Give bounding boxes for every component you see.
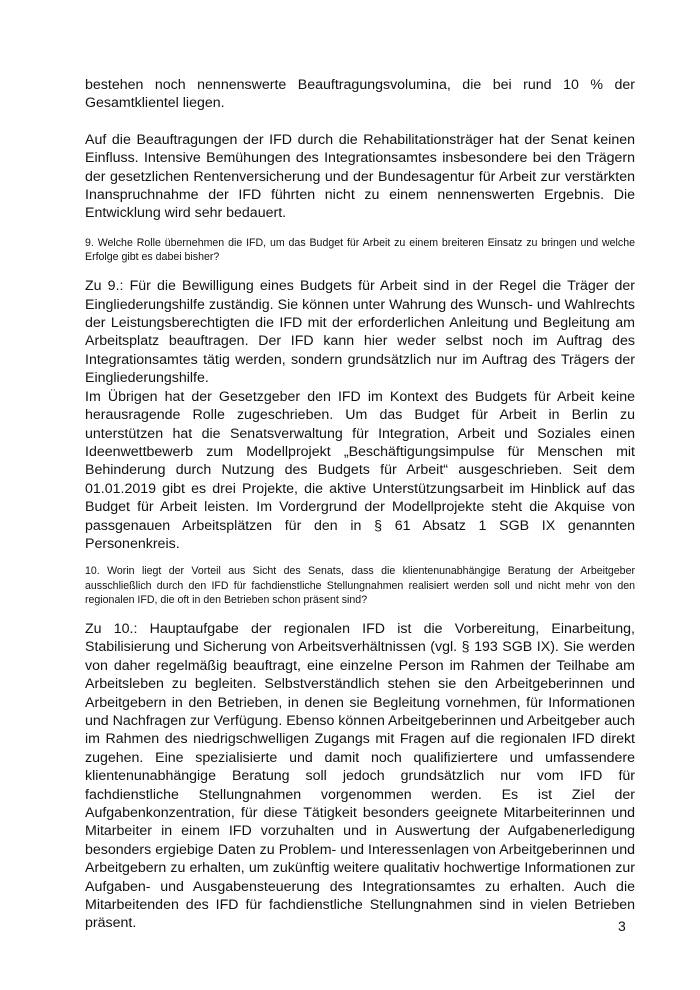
answer-9-part-2: Im Übrigen hat der Gesetzgeber den IFD im Kontext des Budgets für Arbeit keine herausragende Rolle zugeschrieben. Um das Budget für Arbeit in Berlin zu unterstützen hat die Senatsverwaltung für Integration, Arbeit und Soziales einen Ideenwettbewerb zum Modellprojekt „Beschäftigungsimpulse für Menschen mit Behinderung durch Nutzung des Budgets für Arbeit“ ausgeschrieben. Seit dem 01.01.2019 gibt es drei Projekte, die aktive Unterstützungsarbeit im Hinblick auf das Budget für Arbeit leisten. Im Vordergrund der Modellprojekte steht die Akquise von passgenauen Arbeitsplätzen für den in § 61 Absatz 1 SGB IX genannten Personenkreis. [85, 388, 635, 552]
question-9: 9. Welche Rolle übernehmen die IFD, um das Budget für Arbeit zu einem breiteren Einsatz zu bringen und welche Erfolge gibt es dabei bisher? [85, 236, 635, 264]
paragraph-continuation: bestehen noch nennenswerte Beauftragungsvolumina, die bei rund 10 % der Gesamtklientel liegen. [85, 77, 635, 112]
paragraph-rehabilitation: Auf die Beauftragungen der IFD durch die Rehabilitationsträger hat der Senat keinen Einfluss. Intensive Bemühungen des Integrationsamtes insbesondere bei den Trägern der gesetzlichen Rentenversicherung und der Bundesagentur für Arbeit zur verstärkten Inanspruchnahme der IFD führten nicht zu einem nennenswerten Ergebnis. Die Entwicklung wird sehr bedauert. [85, 131, 635, 222]
document-body [85, 76, 635, 933]
answer-10: Zu 10.: Hauptaufgabe der regionalen IFD ist die Vorbereitung, Einarbeitung, Stabilisierung und Sicherung von Arbeitsverhältnissen (vgl. § 193 SGB IX). Sie werden von daher regelmäßig beauftragt, eine einzelne Person im Rahmen der Teilhabe am Arbeitsleben zu begleiten. Selbstverständlich stehen sie den Arbeitgeberinnen und Arbeitgebern in den Betrieben, in denen sie Begleitung vornehmen, für Informationen und Nachfragen zur Verfügung. Ebenso können Arbeitgeberinnen und Arbeitgeber auch im Rahmen des niedrigschwelligen Zugangs mit Fragen auf die regionalen IFD direkt zugehen. Eine spezialisierte und damit noch qualifiziertere und umfassendere klientenunabhängige Beratung soll jedoch grundsätzlich nur vom IFD für fachdienstliche Stellungnahmen vorgenommen werden. Es ist Ziel der Aufgabenkonzentration, für diese Tätigkeit besonders geeignete Mitarbeiterinnen und Mitarbeiter in einem IFD vorzuhalten und in Auswertung der Aufgabenerledigung besonders ergiebige Daten zu Problem- und Interessenlagen von Arbeitgeberinnen und Arbeitgebern zu erhalten, um zukünftig weitere qualitativ hochwertige Informationen zur Aufgaben- und Ausgabensteuerung des Integrationsamtes zu erhalten. Auch die Mitarbeitenden des IFD für fachdienstliche Stellungnahmen sind in vielen Betrieben präsent. [85, 620, 635, 932]
answer-9-part-1: Zu 9.: Für die Bewilligung eines Budgets für Arbeit sind in der Regel die Träger der Eingliederungshilfe zuständig. Sie können unter Wahrung des Wunsch- und Wahlrechts der Leistungsberechtigten die IFD mit der erforderlichen Anleitung und Begleitung am Arbeitsplatz beauftragen. Der IFD kann hier weder selbst noch im Auftrag des Integrationsamtes tätig werden, sondern grundsätzlich nur im Auftrag des Trägers der Eingliederungshilfe. [85, 278, 635, 387]
page-number: 3 [618, 918, 626, 934]
question-10: 10. Worin liegt der Vorteil aus Sicht des Senats, dass die klientenunabhängige Beratung der Arbeitgeber ausschließlich durch den IFD für fachdienstliche Stellungnahmen realisiert werden soll und nicht mehr von den regionalen IFD, die oft in den Betrieben schon präsent sind? [85, 565, 635, 606]
